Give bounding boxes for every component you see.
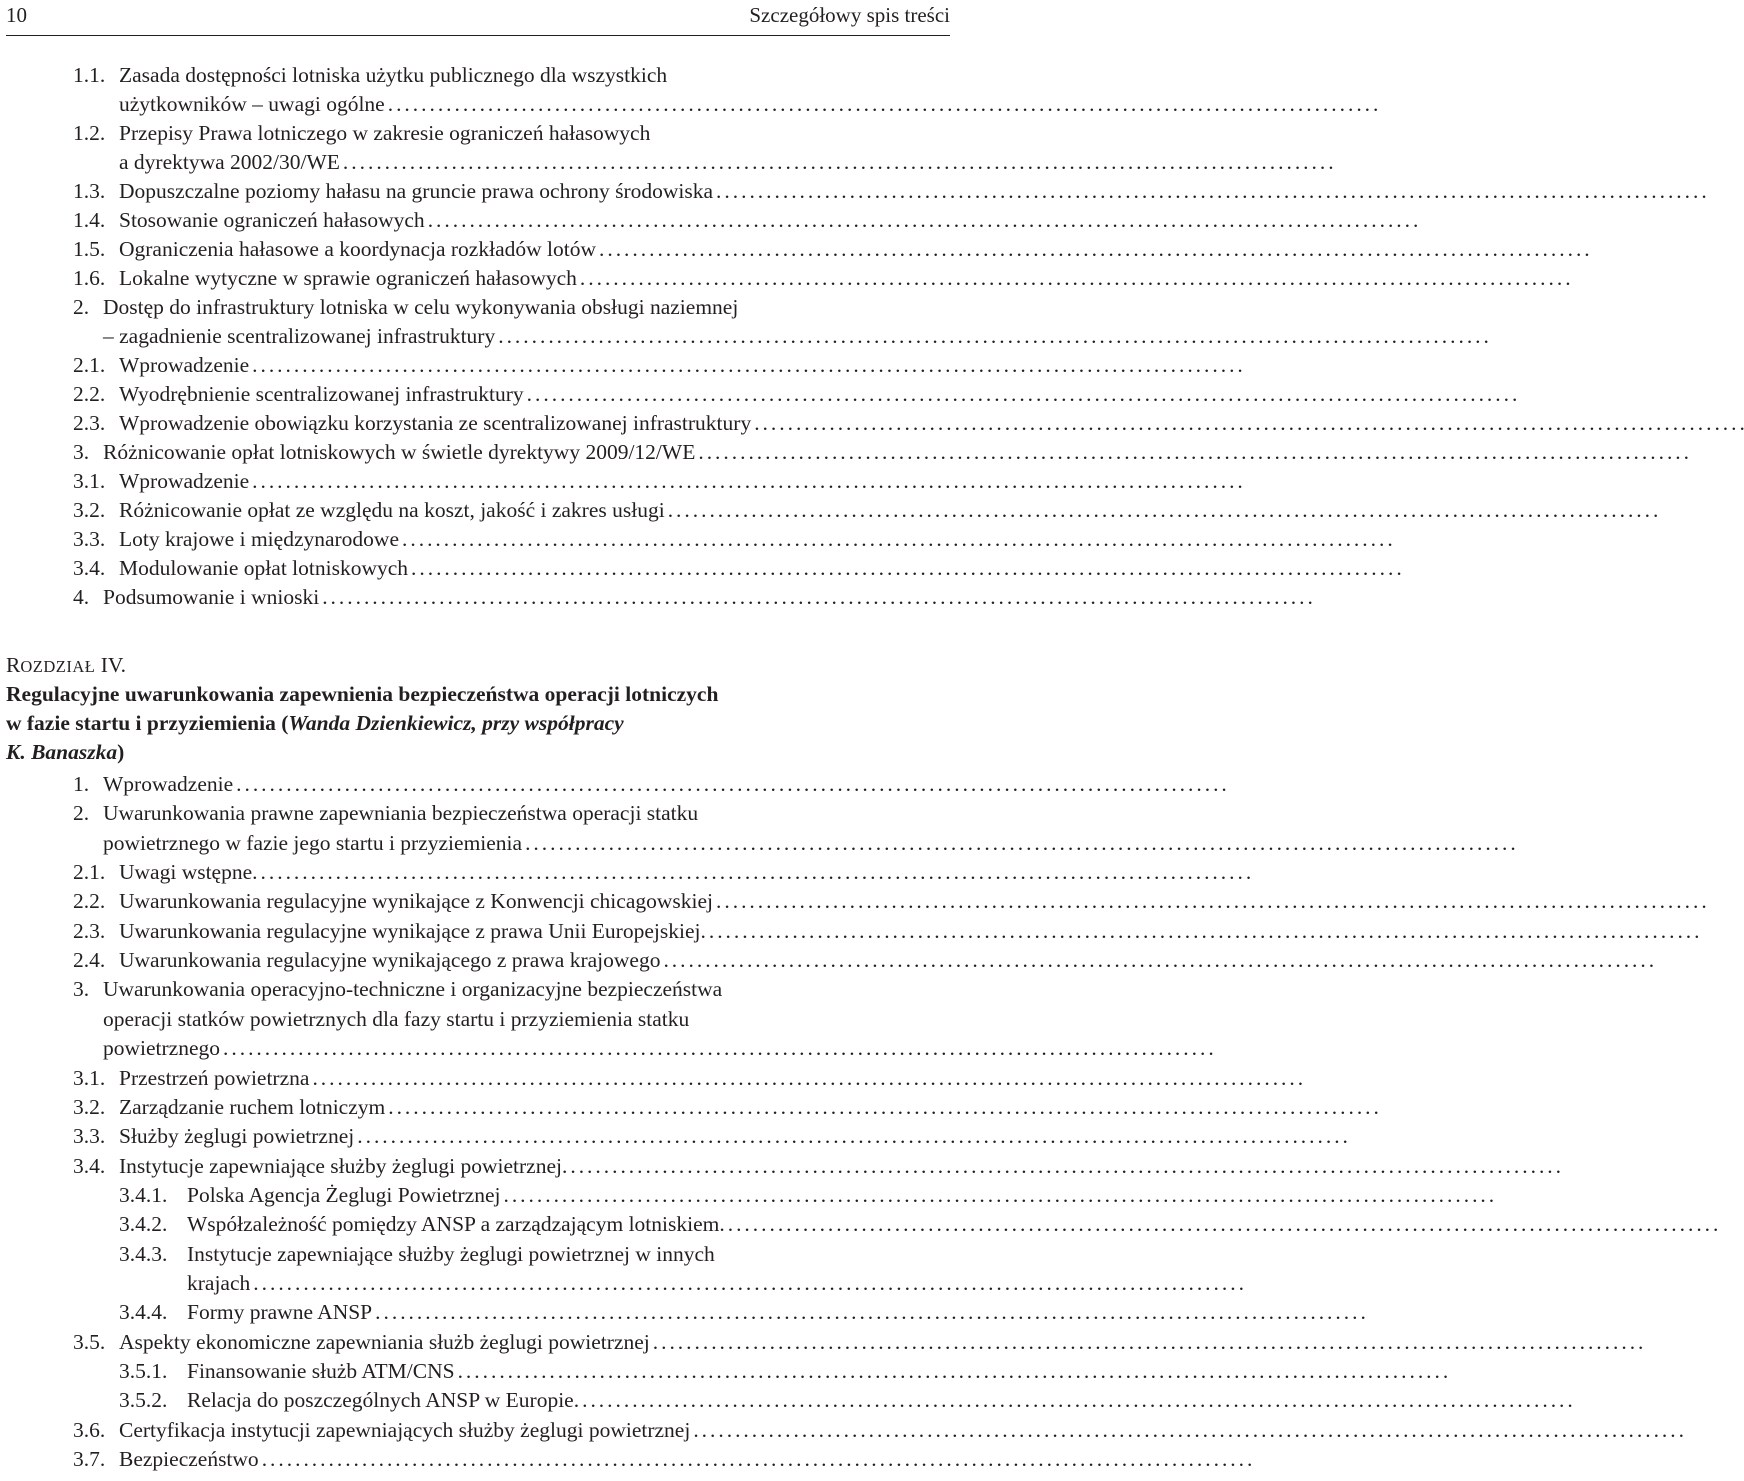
- toc-entry-3-5-2-[interactable]: [119, 1386, 888, 1415]
- dot-leader: [525, 829, 888, 858]
- toc-entry-number: 1.3.: [73, 179, 106, 203]
- toc-entry-2--cont[interactable]: [103, 322, 888, 351]
- toc-entry-title: Relacja do poszczególnych ANSP w Europie.: [187, 1388, 580, 1413]
- dot-leader: [402, 525, 888, 554]
- toc-entry-title: operacji statków powietrznych dla fazy startu i przyziemienia statku: [103, 1006, 690, 1031]
- toc-entry-title: Polska Agencja Żeglugi Powietrznej: [187, 1182, 501, 1207]
- toc-entry-title: Finansowanie służb ATM/CNS: [187, 1359, 455, 1383]
- toc-entry-2-[interactable]: [73, 799, 888, 828]
- toc-entry-number: 1.5.: [73, 237, 106, 261]
- toc-entry-number: 3.3.: [73, 527, 106, 551]
- toc-entry-3-4-3-[interactable]: [119, 1240, 888, 1269]
- dot-leader: [388, 90, 888, 119]
- toc-entry-1-3-[interactable]: [73, 177, 888, 206]
- dot-leader: [570, 1152, 888, 1181]
- toc-entry-number: 3.4.2.: [119, 1212, 168, 1237]
- toc-entry-title: Współzależność pomiędzy ANSP a zarządzającym lotniskiem.: [187, 1212, 725, 1237]
- dot-leader: [754, 409, 888, 438]
- toc-entry-2-[interactable]: [73, 293, 888, 322]
- dot-leader: [375, 1298, 888, 1327]
- toc-entry-1-[interactable]: [73, 770, 888, 799]
- toc-entry-3-4-3--cont[interactable]: [187, 1269, 888, 1298]
- toc-entry-number: 1.4.: [73, 208, 106, 232]
- toc-entry-title: Wprowadzenie: [119, 469, 250, 493]
- toc-entry-title: Wprowadzenie obowiązku korzystania ze scentralizowanej infrastruktury: [119, 411, 752, 435]
- toc-entry-title: Stosowanie ograniczeń hałasowych: [119, 208, 425, 232]
- toc-entry-1-5-[interactable]: [73, 235, 888, 264]
- toc-entry-number: 3.1.: [73, 1065, 106, 1090]
- toc-entry-number: 3.1.: [73, 469, 106, 493]
- toc-entry-title: Instytucje zapewniające służby żeglugi powietrznej.: [119, 1153, 568, 1178]
- toc-entry-title: Uwarunkowania regulacyjne wynikające z Konwencji chicagowskiej: [119, 889, 714, 914]
- dot-leader: [653, 1328, 888, 1357]
- dot-leader: [236, 770, 888, 799]
- toc-entry-number: 2.: [73, 295, 90, 319]
- toc-entry-title: użytkowników – uwagi ogólne: [119, 92, 385, 116]
- toc-entry-2-2-[interactable]: [73, 380, 888, 409]
- dot-leader: [709, 917, 888, 946]
- chapter-title-line2: w fazie startu i przyziemienia (Wanda Dzienkiewicz, przy współpracy: [6, 711, 624, 735]
- dot-leader: [663, 946, 888, 975]
- toc-entry-number: 3.6.: [73, 1417, 106, 1442]
- toc-entry-title: Przepisy Prawa lotniczego w zakresie ograniczeń hałasowych: [119, 121, 651, 145]
- dot-leader: [262, 1445, 888, 1474]
- toc-entry-1-2-[interactable]: [73, 119, 888, 148]
- toc-entry-title: Lokalne wytyczne w sprawie ograniczeń hałasowych: [119, 266, 577, 290]
- toc-entry-title: Modulowanie opłat lotniskowych: [119, 556, 409, 580]
- toc-entry-3-1-[interactable]: [73, 1064, 888, 1093]
- toc-entry-title: Różnicowanie opłat ze względu na koszt, jakość i zakres usługi: [119, 498, 665, 522]
- dot-leader: [343, 148, 888, 177]
- dot-leader: [693, 1416, 888, 1445]
- toc-entry-title: Uwagi wstępne.: [119, 860, 258, 885]
- toc-entry-number: 3.4.1.: [119, 1182, 168, 1207]
- toc-entry-number: 3.: [73, 440, 90, 464]
- dot-leader: [428, 206, 888, 235]
- chapter-label: ROZDZIAŁ IV.: [6, 653, 126, 677]
- dot-leader: [252, 351, 888, 380]
- toc-entry-1-1--cont[interactable]: [119, 90, 888, 119]
- toc-entry-2-1-[interactable]: [73, 351, 888, 380]
- toc-entry-title: krajach: [187, 1270, 251, 1295]
- dot-leader: [582, 1386, 888, 1415]
- chapter-title: [6, 680, 886, 767]
- toc-entry-title: Wprowadzenie: [103, 772, 234, 796]
- toc-entry-3--cont[interactable]: [103, 1005, 888, 1034]
- dot-leader: [312, 1064, 888, 1093]
- toc-entry-2--cont[interactable]: [103, 829, 888, 858]
- toc-entry-number: 2.3.: [73, 411, 106, 435]
- toc-entry-title: Loty krajowe i międzynarodowe: [119, 527, 400, 551]
- running-title: Szczegółowy spis treści: [749, 3, 950, 27]
- toc-entry-1-1-[interactable]: [73, 61, 888, 90]
- toc-entry-3--cont2[interactable]: [103, 1034, 888, 1063]
- toc-entry-title: Różnicowanie opłat lotniskowych w świetle dyrektywy 2009/12/WE: [103, 440, 696, 464]
- toc-entry-1-2--cont[interactable]: [119, 148, 888, 177]
- toc-entry-title: Certyfikacja instytucji zapewniających służby żeglugi powietrznej: [119, 1417, 691, 1442]
- toc-entry-3-3-[interactable]: [73, 525, 888, 554]
- toc-entry-1-4-[interactable]: [73, 206, 888, 235]
- chapter-title-line3: K. Banaszka ): [6, 740, 125, 764]
- toc-entry-title: Zasada dostępności lotniska użytku publicznego dla wszystkich: [119, 63, 668, 87]
- toc-entry-3-5-1-[interactable]: [119, 1357, 888, 1386]
- toc-entry-title: Przestrzeń powietrzna: [119, 1065, 310, 1090]
- toc-entry-3-2-[interactable]: [73, 1093, 888, 1122]
- toc-entry-number: 2.1.: [73, 860, 106, 885]
- chapter-heading: [6, 651, 886, 767]
- toc-entry-title: Formy prawne ANSP: [187, 1300, 373, 1325]
- toc-entry-title: Uwarunkowania regulacyjne wynikające z prawa Unii Europejskiej.: [119, 918, 706, 943]
- toc-entry-number: 1.1.: [73, 63, 106, 87]
- toc-entry-title: powietrznego w fazie jego startu i przyziemienia: [103, 830, 523, 855]
- toc-entry-3-4-1-[interactable]: [119, 1181, 888, 1210]
- toc-entry-3-[interactable]: [73, 438, 888, 467]
- toc-entry-number: 3.3.: [73, 1124, 106, 1149]
- toc-entry-3-6-[interactable]: [73, 1416, 888, 1445]
- toc-entry-title: Wyodrębnienie scentralizowanej infrastruktury: [119, 382, 524, 406]
- dot-leader: [527, 380, 888, 409]
- toc-entry-1-6-[interactable]: [73, 264, 888, 293]
- toc-entry-title: Bezpieczeństwo: [119, 1447, 259, 1472]
- toc-entry-number: 2.2.: [73, 382, 106, 406]
- toc-entry-title: Aspekty ekonomiczne zapewniania służb żeglugi powietrznej: [119, 1329, 650, 1354]
- toc-entry-title: Instytucje zapewniające służby żeglugi powietrznej w innych: [187, 1241, 715, 1266]
- dot-leader: [357, 1122, 888, 1151]
- dot-leader: [580, 264, 888, 293]
- toc-entry-number: 3.4.3.: [119, 1241, 168, 1266]
- toc-entry-number: 3.4.: [73, 1153, 106, 1178]
- dot-leader: [253, 1269, 888, 1298]
- dot-leader: [388, 1093, 888, 1122]
- dot-leader: [223, 1034, 888, 1063]
- toc-entry-title: Ograniczenia hałasowe a koordynacja rozkładów lotów: [119, 237, 596, 261]
- toc-entry-2-3-[interactable]: [73, 409, 888, 438]
- toc-entry-number: 4.: [73, 585, 90, 609]
- toc-entry-number: 3.4.: [73, 556, 106, 580]
- toc-entry-3-3-[interactable]: [73, 1122, 888, 1151]
- toc-entry-number: 2.4.: [73, 948, 106, 973]
- toc-entry-2-4-[interactable]: [73, 946, 888, 975]
- toc-entry-3-4-[interactable]: [73, 554, 888, 583]
- toc-entry-title: powietrznego: [103, 1036, 221, 1061]
- dot-leader: [322, 583, 888, 612]
- dot-leader: [458, 1357, 888, 1386]
- toc-entry-title: Uwarunkowania prawne zapewniania bezpieczeństwa operacji statku: [103, 801, 699, 826]
- toc-entry-3-7-[interactable]: [73, 1445, 888, 1474]
- toc-entry-3-4-2-[interactable]: [119, 1210, 888, 1239]
- page-header: [0, 0, 960, 36]
- header-rule: [6, 35, 950, 36]
- toc-entry-title: Dostęp do infrastruktury lotniska w celu wykonywania obsługi naziemnej: [103, 295, 739, 319]
- toc-entry-number: 1.6.: [73, 266, 106, 290]
- toc-entry-title: Podsumowanie i wnioski: [103, 585, 320, 609]
- toc-entry-3-4-[interactable]: [73, 1152, 888, 1181]
- dot-leader: [698, 438, 888, 467]
- toc-entry-number: 2.: [73, 801, 90, 826]
- toc-entry-number: 2.3.: [73, 918, 106, 943]
- toc-entry-number: 3.5.1.: [119, 1359, 168, 1383]
- toc-entry-number: 3.7.: [73, 1447, 106, 1472]
- toc-entry-3-4-4-[interactable]: [119, 1298, 888, 1327]
- toc-entry-number: 3.2.: [73, 498, 106, 522]
- toc-entry-title: Dopuszczalne poziomy hałasu na gruncie prawa ochrony środowiska: [119, 179, 714, 203]
- toc-entry-number: 3.5.2.: [119, 1388, 168, 1413]
- dot-leader: [716, 177, 888, 206]
- toc-entry-number: 3.5.: [73, 1329, 106, 1354]
- toc-entry-title: Wprowadzenie: [119, 353, 250, 377]
- toc-entry-3-[interactable]: [73, 975, 888, 1004]
- toc-entry-3-5-[interactable]: [73, 1328, 888, 1357]
- toc-entry-number: 3.2.: [73, 1094, 106, 1119]
- toc-entry-title: Służby żeglugi powietrznej: [119, 1124, 355, 1149]
- dot-leader: [411, 554, 888, 583]
- toc-entry-title: Uwarunkowania regulacyjne wynikającego z prawa krajowego: [119, 948, 661, 973]
- toc-entry-number: 3.: [73, 977, 90, 1002]
- dot-leader: [503, 1181, 888, 1210]
- dot-leader: [252, 467, 888, 496]
- toc-entry-title: a dyrektywa 2002/30/WE: [119, 150, 340, 174]
- dot-leader: [668, 496, 888, 525]
- dot-leader: [599, 235, 888, 264]
- toc-entry-2-2-[interactable]: [73, 887, 888, 916]
- toc-entry-2-1-[interactable]: [73, 858, 888, 887]
- chapter-title-line1: Regulacyjne uwarunkowania zapewnienia bezpieczeństwa operacji lotniczych: [6, 682, 719, 706]
- toc-entry-number: 3.4.4.: [119, 1300, 168, 1325]
- toc-entry-title: – zagadnienie scentralizowanej infrastruktury: [103, 324, 496, 348]
- dot-leader: [498, 322, 888, 351]
- toc-entry-number: 1.2.: [73, 121, 106, 145]
- toc-entry-title: Uwarunkowania operacyjno-techniczne i organizacyjne bezpieczeństwa: [103, 977, 723, 1002]
- toc-entry-3-2-[interactable]: [73, 496, 888, 525]
- page-number: 10: [6, 3, 27, 27]
- toc-entry-number: 1.: [73, 772, 90, 796]
- toc-entry-2-3-[interactable]: [73, 917, 888, 946]
- dot-leader: [261, 858, 888, 887]
- toc-entry-title: Zarządzanie ruchem lotniczym: [119, 1094, 386, 1119]
- toc-entry-3-1-[interactable]: [73, 467, 888, 496]
- toc-entry-number: 2.2.: [73, 889, 106, 914]
- dot-leader: [728, 1210, 888, 1239]
- toc-entry-4-[interactable]: [73, 583, 888, 612]
- dot-leader: [716, 887, 888, 916]
- toc-entry-number: 2.1.: [73, 353, 106, 377]
